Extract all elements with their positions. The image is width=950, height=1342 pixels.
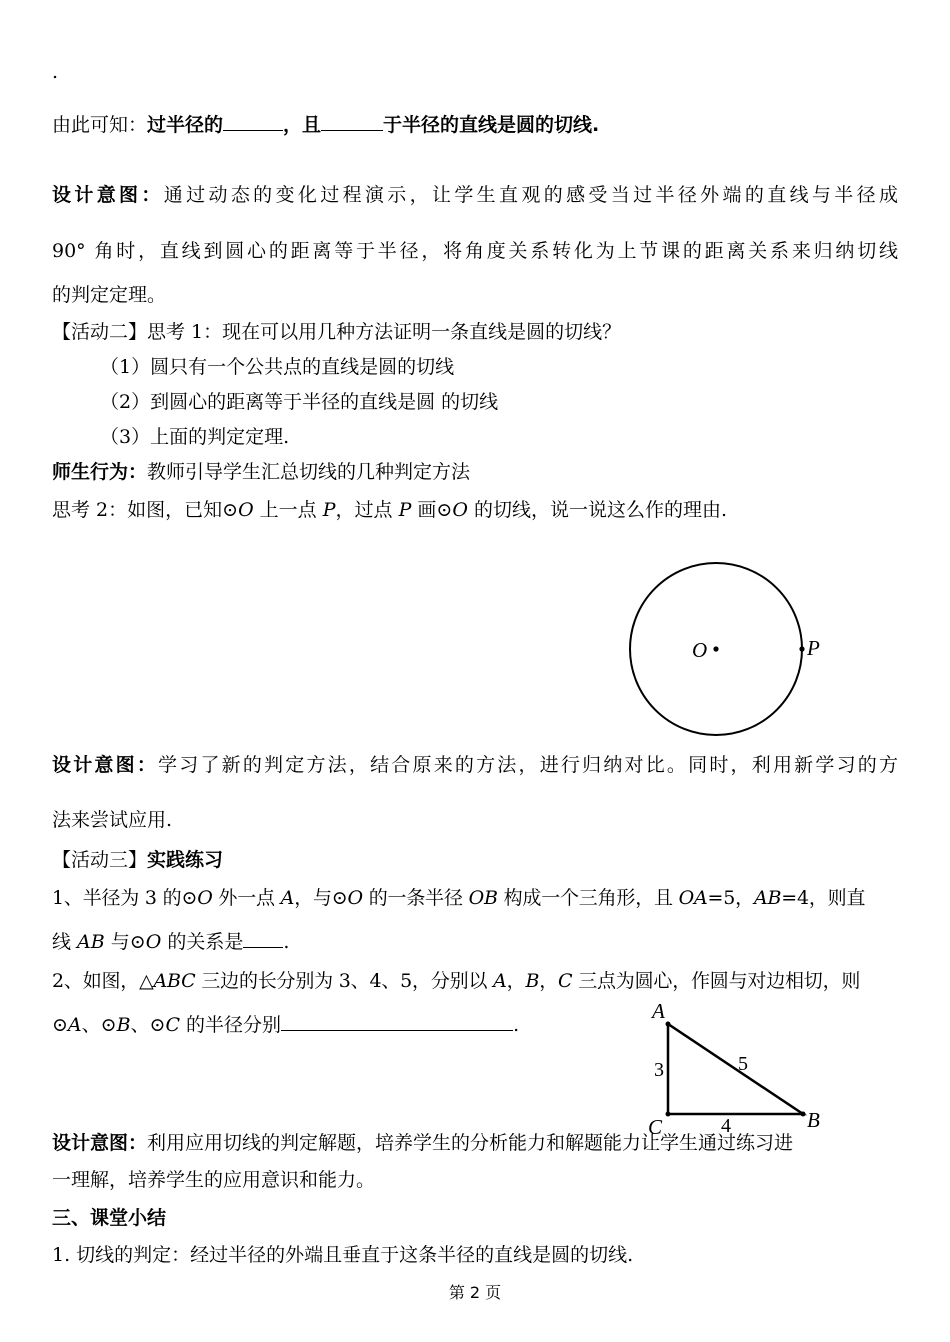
conclusion-part-1: 过半径的 [147, 114, 224, 136]
activity-2-title: 【活动二】思考 1：现在可以用几种方法证明一条直线是圆的切线？ [52, 321, 622, 343]
q2-text: 、⊙ [81, 1014, 117, 1036]
conclusion-prefix: 由此可知： [52, 114, 148, 136]
design-intent-2-line-1 [52, 753, 898, 777]
q1-text: 线 [52, 931, 78, 953]
design-intent-label: 设计意图： [52, 754, 159, 776]
var-o: O [145, 931, 162, 953]
think-2-text: 画⊙ [411, 499, 453, 521]
var-ob: OB [468, 887, 498, 909]
section-3-title: 三、课堂小结 [52, 1207, 167, 1229]
fill-blank-2 [321, 112, 383, 131]
var-b: B [525, 970, 540, 992]
answer-blank-q2 [281, 1012, 513, 1031]
activity-2-item-3: （3）上面的判定定理. [100, 426, 290, 448]
side-ab-length: 5 [738, 1053, 748, 1075]
think-2-text: 思考 2：如图，已知⊙ [52, 499, 239, 521]
vertex-b-point [801, 1112, 806, 1117]
var-b: B [116, 1014, 131, 1036]
var-ab: AB [77, 931, 105, 953]
q2-text: . [513, 1014, 520, 1036]
q2-text: ， [506, 970, 526, 992]
design-intent-text: 利用应用切线的判定解题，培养学生的分析能力和解题能力让学生通过练习进 [147, 1132, 794, 1154]
var-a: A [280, 887, 295, 909]
var-abc: ABC [153, 970, 196, 992]
design-intent-1-line-1 [52, 183, 898, 207]
point-p [799, 646, 804, 651]
q2-text: 三点为圆心，作圆与对边相切，则 [572, 970, 861, 992]
q1-text: 的一条半径 [362, 887, 469, 909]
design-intent-text: 学习了新的判定方法，结合原来的方法，进行归纳对比。同时，利用新学习的方 [158, 754, 898, 776]
q1-text: 外一点 [212, 887, 281, 909]
conclusion-part-2: ，且 [283, 114, 322, 136]
q1-text: 构成一个三角形，且 [497, 887, 679, 909]
label-a: A [652, 999, 665, 1023]
conclusion-part-3: 于半径的直线是圆的切线. [383, 114, 600, 136]
label-c: C [648, 1115, 663, 1139]
design-intent-3-line-2: 一理解，培养学生的应用意识和能力。 [52, 1169, 376, 1191]
design-intent-1-line-3: 的判定定理。 [52, 284, 167, 306]
stray-dot: . [52, 61, 59, 83]
vertex-c-point [666, 1112, 671, 1117]
label-b: B [807, 1108, 820, 1132]
var-a: A [493, 970, 507, 992]
q2-text: 三边的长分别为 3、4、5，分别以 [195, 970, 494, 992]
var-ab: AB [753, 887, 782, 909]
var-c: C [558, 970, 573, 992]
q1-text: 的关系是 [161, 931, 244, 953]
question-1-line-1 [52, 886, 865, 910]
design-intent-1-line-2: 90° 角时，直线到圆心的距离等于半径，将角度关系转化为上节课的距离关系来归纳切线 [52, 240, 898, 262]
design-intent-label: 设计意图： [52, 184, 164, 206]
triangle-abc [668, 1024, 803, 1114]
q1-text: ，与⊙ [294, 887, 348, 909]
activity-3-label: 实践练习 [147, 849, 224, 871]
circle-figure [620, 556, 840, 746]
answer-blank-q1 [243, 929, 283, 948]
question-1-line-2 [52, 929, 289, 954]
q2-text: ， [539, 970, 559, 992]
think-2-line [52, 498, 727, 522]
var-o: O [452, 499, 468, 521]
var-o: O [347, 887, 363, 909]
think-2-text: 的切线，说一说这么作的理由. [467, 499, 728, 521]
q1-text: =5， [707, 887, 754, 909]
q1-text: 1、半径为 3 的⊙ [52, 887, 198, 909]
q2-text: 2、如图，△ [52, 970, 154, 992]
think-2-text: ，过点 [335, 499, 399, 521]
design-intent-2-line-2: 法来尝试应用. [52, 809, 173, 831]
side-ac-length: 3 [654, 1059, 664, 1081]
label-o: O [692, 638, 708, 662]
label-p: P [807, 636, 820, 660]
var-oa: OA [678, 887, 708, 909]
think-2-text: 上一点 [253, 499, 323, 521]
q2-text: 的半径分别 [180, 1014, 282, 1036]
question-2-line-1 [52, 969, 860, 993]
var-o: O [238, 499, 254, 521]
design-intent-label: 设计意图： [52, 1132, 148, 1154]
teacher-behavior-text: 教师引导学生汇总切线的几种判定方法 [147, 461, 471, 483]
summary-item-1: 1. 切线的判定：经过半径的外端且垂直于这条半径的直线是圆的切线. [52, 1244, 634, 1266]
activity-3-title [52, 848, 223, 872]
design-intent-3-line-1 [52, 1131, 793, 1155]
vertex-a-point [666, 1022, 671, 1027]
q1-text: . [283, 931, 290, 953]
design-intent-text: 通过动态的变化过程演示，让学生直观的感受当过半径外端的直线与半径成 [163, 184, 898, 206]
conclusion-line [52, 112, 599, 137]
var-p: P [398, 499, 412, 521]
var-p: P [322, 499, 336, 521]
fill-blank-1 [223, 112, 283, 131]
question-2-line-2 [52, 1012, 519, 1037]
activity-2-item-1: （1）圆只有一个公共点的直线是圆的切线 [100, 356, 455, 378]
q2-text: ⊙ [52, 1014, 68, 1036]
var-o: O [197, 887, 213, 909]
triangle-figure [640, 996, 840, 1141]
activity-2-item-2: （2）到圆心的距离等于半径的直线是圆 的切线 [100, 391, 499, 413]
page-number: 第 2 页 [448, 1283, 502, 1302]
q2-text: 、⊙ [130, 1014, 166, 1036]
var-a: A [67, 1014, 82, 1036]
teacher-behavior-label: 师生行为： [52, 461, 148, 483]
q1-text: 与⊙ [104, 931, 146, 953]
activity-3-prefix: 【活动三】 [52, 849, 148, 871]
center-point [713, 646, 718, 651]
var-c: C [165, 1014, 181, 1036]
teacher-behavior-line [52, 460, 470, 484]
side-cb-length: 4 [721, 1115, 731, 1137]
q1-text: =4，则直 [781, 887, 866, 909]
